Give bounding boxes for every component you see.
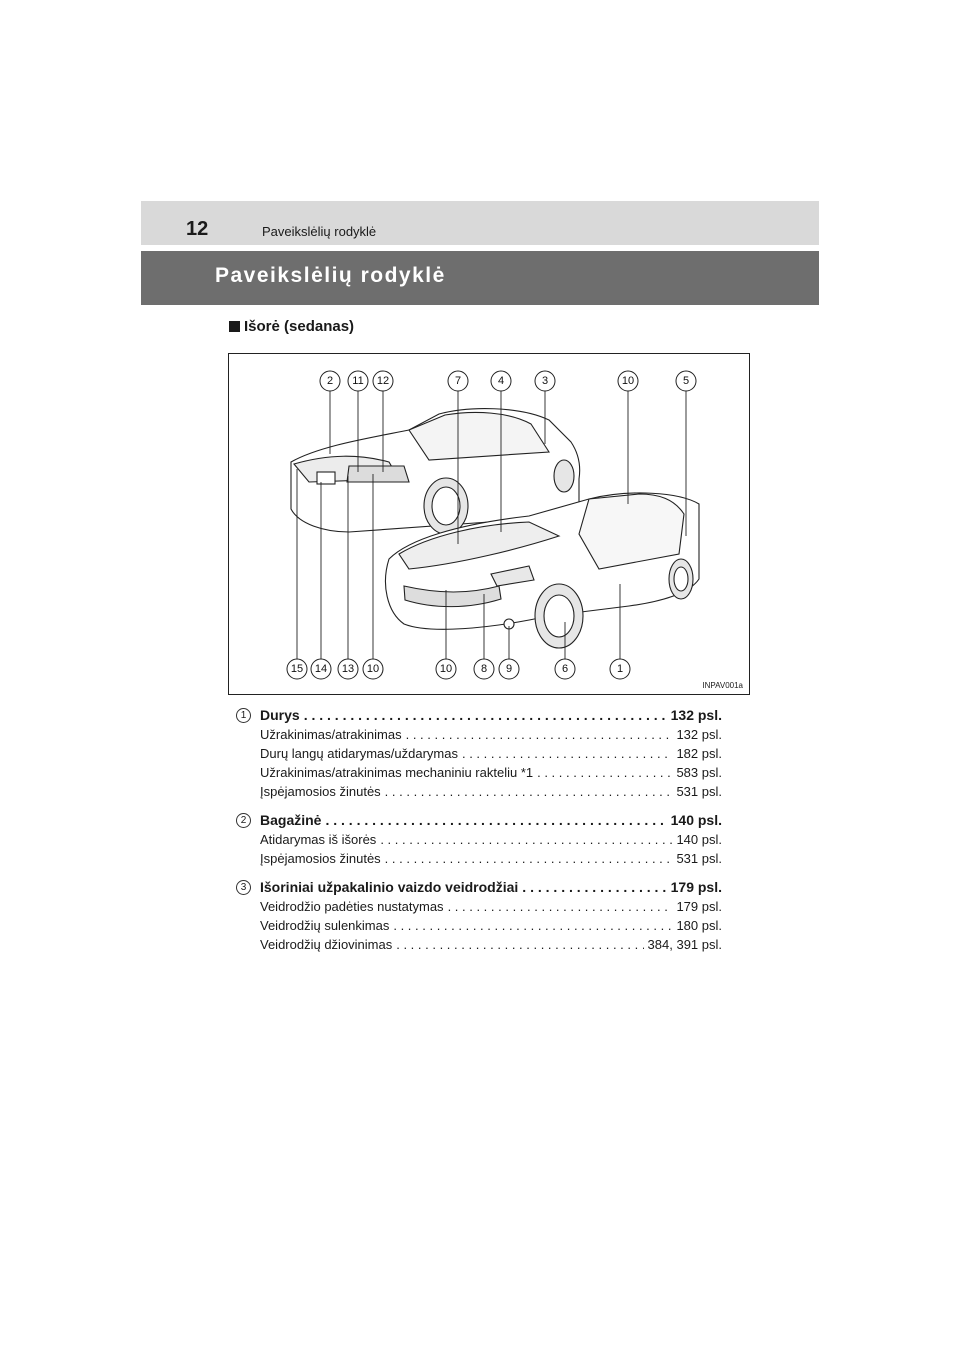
svg-text:4: 4 [497, 375, 505, 387]
svg-text:8: 8 [480, 663, 488, 675]
entry-sub-row[interactable] [226, 763, 722, 782]
sub-label: Įspėjamosios žinutės [260, 851, 381, 866]
svg-text:15: 15 [290, 663, 304, 675]
callout-marker-12 [373, 371, 393, 391]
entry-main-row[interactable] [226, 706, 722, 725]
sub-page: 179 psl. [676, 899, 722, 914]
sub-label: Įspėjamosios žinutės [260, 784, 381, 799]
svg-text:9: 9 [505, 663, 513, 675]
callout-marker-10 [363, 659, 383, 679]
sub-label: Veidrodžio padėties nustatymas [260, 899, 444, 914]
entry-trunk [226, 811, 722, 868]
svg-text:7: 7 [454, 375, 462, 387]
callout-marker-1 [610, 659, 630, 679]
entry-sub-row[interactable] [226, 897, 722, 916]
entry-number: 3 [236, 880, 251, 895]
entry-sub-row[interactable] [226, 725, 722, 744]
entry-sub-row[interactable] [226, 830, 722, 849]
callouts-bottom [287, 659, 630, 679]
callout-marker-10 [618, 371, 638, 391]
sub-page: 132 psl. [676, 727, 722, 742]
callout-marker-13 [338, 659, 358, 679]
section-heading [229, 318, 354, 335]
callout-marker-11 [348, 371, 368, 391]
entry-sub-row[interactable] [226, 935, 722, 954]
sub-label: Užrakinimas/atrakinimas mechaniniu rakteliu *1 [260, 765, 534, 780]
page-title: Paveikslėlių rodyklė [215, 264, 446, 287]
sub-page: 583 psl. [676, 765, 722, 780]
svg-text:14: 14 [314, 663, 328, 675]
callouts-top [320, 371, 696, 391]
sub-label: Atidarymas iš išorės [260, 832, 377, 847]
svg-text:5: 5 [682, 375, 690, 387]
entry-number: 1 [236, 708, 251, 723]
sub-page: 531 psl. [676, 851, 722, 866]
svg-text:6: 6 [561, 663, 569, 675]
callout-marker-7 [448, 371, 468, 391]
figure-code: INPAV001a [702, 681, 743, 690]
entry-doors [226, 706, 722, 801]
sub-label: Veidrodžių džiovinimas [260, 937, 393, 952]
callout-marker-2 [320, 371, 340, 391]
svg-text:13: 13 [341, 663, 355, 675]
callout-marker-9 [499, 659, 519, 679]
sub-page: 180 psl. [676, 918, 722, 933]
svg-text:2: 2 [326, 375, 334, 387]
callout-marker-3 [535, 371, 555, 391]
svg-text:10: 10 [439, 663, 453, 675]
entry-sub-row[interactable] [226, 916, 722, 935]
header-bar [141, 201, 819, 245]
car-figure [228, 353, 750, 695]
sub-page: 182 psl. [676, 746, 722, 761]
callout-marker-10 [436, 659, 456, 679]
running-title: Paveikslėlių rodyklė [262, 224, 377, 239]
svg-text:10: 10 [621, 375, 635, 387]
svg-text:12: 12 [376, 375, 390, 387]
entry-sub-row[interactable] [226, 849, 722, 868]
svg-text:3: 3 [541, 375, 549, 387]
entry-label: Išoriniai užpakalinio vaizdo veidrodžiai [260, 879, 519, 895]
sub-page: 140 psl. [676, 832, 722, 847]
section-label: Išorė (sedanas) [244, 318, 355, 335]
entry-page: 179 psl. [670, 879, 722, 895]
callout-marker-4 [491, 371, 511, 391]
svg-text:1: 1 [616, 663, 624, 675]
sub-page: 384, 391 psl. [647, 937, 722, 952]
page-number: 12 [186, 218, 209, 240]
entry-number: 2 [236, 813, 251, 828]
entry-mirrors [226, 878, 722, 954]
entry-main-row[interactable] [226, 878, 722, 897]
entries-list [226, 706, 722, 964]
entry-page: 140 psl. [670, 812, 722, 828]
svg-text:11: 11 [352, 375, 364, 387]
sub-label: Durų langų atidarymas/uždarymas [260, 746, 458, 761]
entry-page: 132 psl. [670, 707, 722, 723]
callout-marker-8 [474, 659, 494, 679]
svg-text:10: 10 [366, 663, 380, 675]
entry-main-row[interactable] [226, 811, 722, 830]
car-illustration [229, 354, 749, 694]
entry-label: Durys [260, 707, 300, 723]
sub-page: 531 psl. [676, 784, 722, 799]
callout-marker-5 [676, 371, 696, 391]
entry-label: Bagažinė [260, 812, 322, 828]
entry-sub-row[interactable] [226, 744, 722, 763]
callout-marker-14 [311, 659, 331, 679]
callout-marker-15 [287, 659, 307, 679]
sub-label: Užrakinimas/atrakinimas [260, 727, 402, 742]
callout-marker-6 [555, 659, 575, 679]
sub-label: Veidrodžių sulenkimas [260, 918, 390, 933]
section-bullet-icon [229, 321, 240, 332]
entry-sub-row[interactable] [226, 782, 722, 801]
